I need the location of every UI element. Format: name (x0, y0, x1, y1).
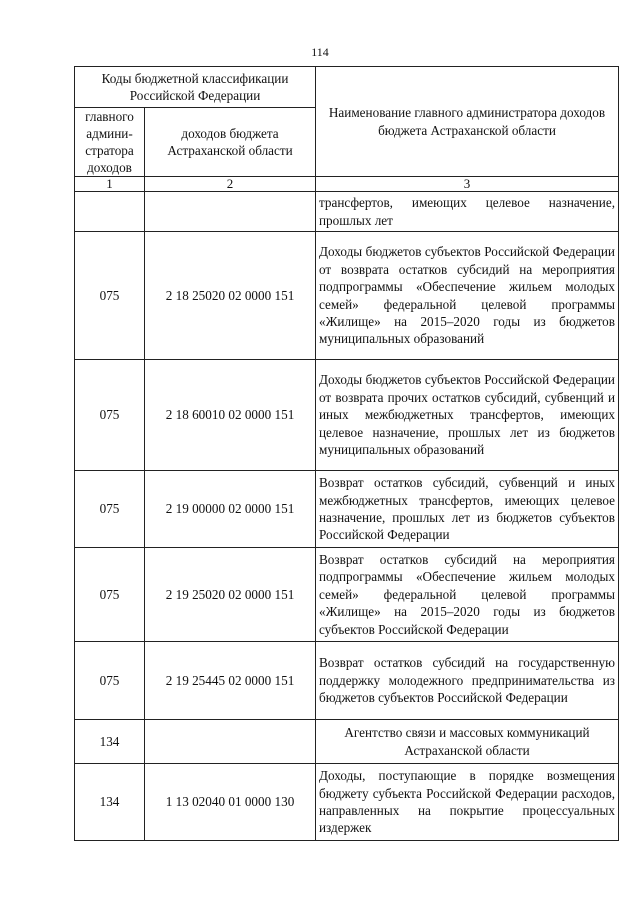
admin-code-cell: 075 (75, 642, 145, 720)
header-codes-group: Коды бюджетной классификации Российской Федерации (75, 67, 316, 108)
column-number-3: 3 (316, 177, 619, 192)
revenue-code-cell: 2 18 25020 02 0000 151 (145, 232, 316, 360)
table-row (75, 720, 619, 764)
table-row (75, 232, 619, 360)
header-row-1 (75, 67, 619, 108)
admin-code-cell: 134 (75, 764, 145, 841)
admin-code-cell: 075 (75, 232, 145, 360)
admin-code-cell: 134 (75, 720, 145, 764)
header-administrator-name: Наименование главного администратора доходов бюджета Астраханской области (316, 67, 619, 177)
revenue-code-cell (145, 192, 316, 232)
revenue-name-cell: Возврат остатков субсидий на мероприятия подпрограммы «Обеспечение жильем молодых семей» федеральной целевой программы «Жилище» на 2015–2020 годы из бюджетов субъектов Российской Федерации (316, 548, 619, 642)
header-revenue-code: доходов бюджета Астраханской области (145, 108, 316, 177)
header-admin-code: главного админи-стратора доходов (75, 108, 145, 177)
revenue-name-cell: Возврат остатков субсидий на государственную поддержку молодежного предпринимательства из бюджетов субъектов Российской Федерации (316, 642, 619, 720)
page-number: 114 (311, 45, 329, 59)
admin-code-cell: 075 (75, 360, 145, 471)
table-row (75, 471, 619, 548)
revenue-code-cell: 2 19 25020 02 0000 151 (145, 548, 316, 642)
table-row (75, 642, 619, 720)
table-row (75, 360, 619, 471)
revenue-code-cell: 1 13 02040 01 0000 130 (145, 764, 316, 841)
revenue-name-cell: Возврат остатков субсидий, субвенций и иных межбюджетных трансфертов, имеющих целевое назначение, прошлых лет из бюджетов субъектов Российской Федерации (316, 471, 619, 548)
revenue-code-cell: 2 19 00000 02 0000 151 (145, 471, 316, 548)
admin-code-cell: 075 (75, 548, 145, 642)
revenue-name-cell: Доходы бюджетов субъектов Российской Федерации от возврата остатков субсидий на мероприятия подпрограммы «Обеспечение жильем молодых семей» федеральной целевой программы «Жилище» на 2015–2020 годы из бюджетов муниципальных образований (316, 232, 619, 360)
revenue-code-cell (145, 720, 316, 764)
revenue-name-cell: трансфертов, имеющих целевое назначение, прошлых лет (316, 192, 619, 232)
revenue-name-cell: Доходы бюджетов субъектов Российской Федерации от возврата прочих остатков субсидий, субвенций и иных межбюджетных трансфертов, имеющих целевое назначение, прошлых лет из бюджетов муниципальных образований (316, 360, 619, 471)
table-row (75, 548, 619, 642)
admin-code-cell (75, 192, 145, 232)
budget-classification-table (74, 66, 619, 841)
administrator-heading-cell: Агентство связи и массовых коммуникаций Астраханской области (316, 720, 619, 764)
admin-code-cell: 075 (75, 471, 145, 548)
revenue-code-cell: 2 19 25445 02 0000 151 (145, 642, 316, 720)
table-row (75, 192, 619, 232)
revenue-code-cell: 2 18 60010 02 0000 151 (145, 360, 316, 471)
revenue-name-cell: Доходы, поступающие в порядке возмещения бюджету субъекта Российской Федерации расходов, направленных на покрытие процессуальных издержек (316, 764, 619, 841)
column-number-row (75, 177, 619, 192)
table-row (75, 764, 619, 841)
column-number-1: 1 (75, 177, 145, 192)
column-number-2: 2 (145, 177, 316, 192)
